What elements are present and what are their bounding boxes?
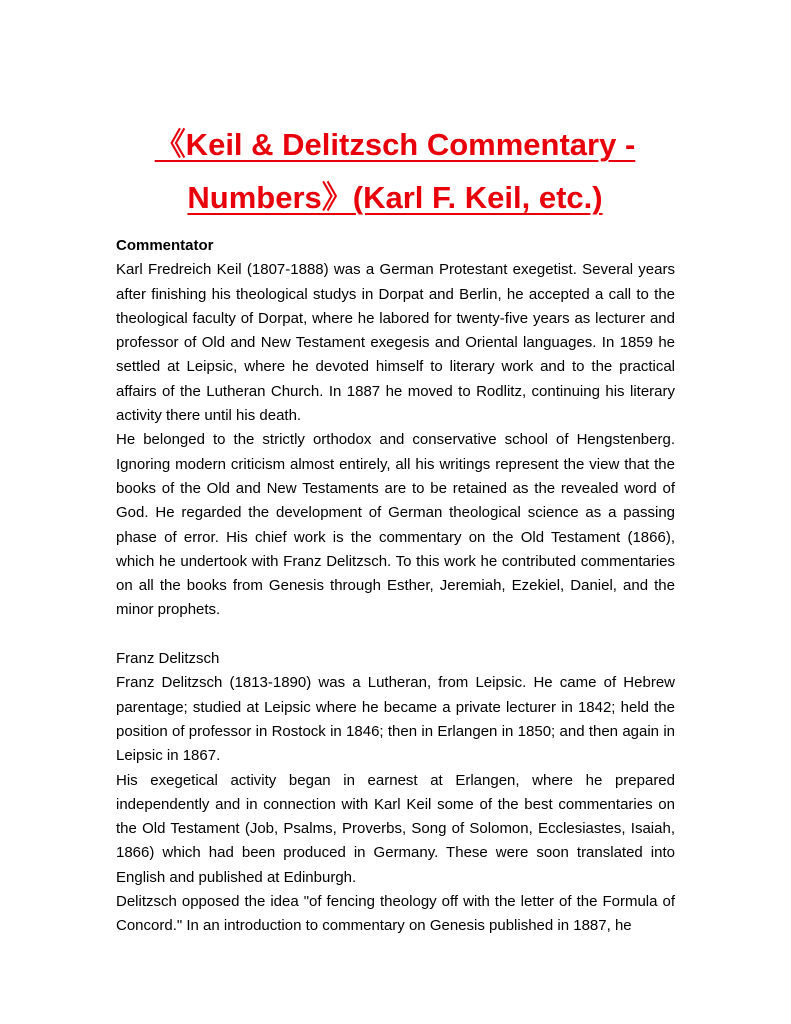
section-heading-delitzsch: Franz Delitzsch xyxy=(116,650,220,668)
paragraph-spacer xyxy=(116,623,675,647)
paragraph-delitzsch-views: Delitzsch opposed the idea "of fencing theology off with the letter of the Formula of Concord." In an introduction to commentary on Genesis published in 1887, he xyxy=(116,893,675,935)
document-body xyxy=(116,234,675,939)
paragraph-keil-views: He belonged to the strictly orthodox and conservative school of Hengstenberg. Ignoring modern criticism almost entirely, all his writings represent the view that the books of the Old and New Testaments are to be retained as the revealed word of God. He regarded the development of German theological science as a passing phase of error. His chief work is the commentary on the Old Testament (1866), which he undertook with Franz Delitzsch. To this work he contributed commentaries on all the books from Genesis through Esther, Jeremiah, Ezekiel, Daniel, and the minor prophets. xyxy=(116,431,675,619)
paragraph-keil-biography: Karl Fredreich Keil (1807-1888) was a German Protestant exegetist. Several years after finishing his theological studys in Dorpat and Berlin, he accepted a call to the theological faculty of Dorpat, where he labored for twenty-five years as lecturer and professor of Old and New Testament exegesis and Oriental languages. In 1859 he settled at Leipsic, where he devoted himself to literary work and to the practical affairs of the Lutheran Church. In 1887 he moved to Rodlitz, continuing his literary activity there until his death. xyxy=(116,261,675,425)
section-heading-commentator: Commentator xyxy=(116,237,214,254)
paragraph-delitzsch-biography: Franz Delitzsch (1813-1890) was a Lutheran, from Leipsic. He came of Hebrew parentage; studied at Leipsic where he became a private lecturer in 1842; held the position of professor in Rostock in 1846; then in Erlangen in 1850; and then again in Leipsic in 1867. xyxy=(116,674,675,765)
document-title: 《Keil & Delitzsch Commentary - Numbers》(Karl F. Keil, etc.) xyxy=(154,127,636,215)
paragraph-delitzsch-exegesis: His exegetical activity began in earnest at Erlangen, where he prepared independently and in connection with Karl Keil some of the best commentaries on the Old Testament (Job, Psalms, Proverbs, Song of Solomon, Ecclesiastes, Isaiah, 1866) which had been produced in Germany. These were soon translated into English and published at Edinburgh. xyxy=(116,771,675,886)
